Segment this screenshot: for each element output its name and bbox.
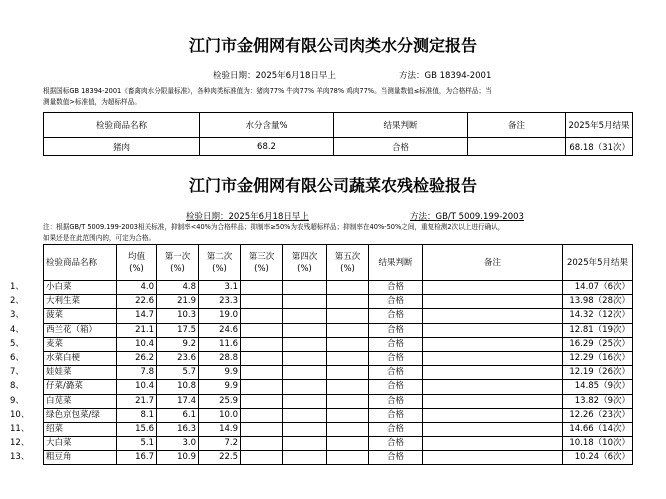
- result-judgement: 合格: [369, 380, 423, 394]
- fourth-test-value: [283, 323, 327, 337]
- average-value: 7.8: [117, 366, 157, 380]
- third-test-value: [241, 422, 283, 436]
- may-result: 14.32（12次）: [563, 309, 633, 323]
- average-value: 16.7: [117, 451, 157, 465]
- first-test-value: 6.1: [157, 408, 199, 422]
- remark: [423, 422, 563, 436]
- header-remark: 备注: [468, 113, 566, 138]
- result-judgement: 合格: [369, 351, 423, 365]
- row-index: 9、: [10, 395, 24, 406]
- vegetable-table-header: [44, 245, 633, 281]
- may-result: 14.85（9次）: [563, 380, 633, 394]
- fifth-test-value: [327, 380, 369, 394]
- average-value: 21.1: [117, 323, 157, 337]
- third-test-value: [241, 451, 283, 465]
- fifth-test-value: [327, 451, 369, 465]
- fourth-test-value: [283, 408, 327, 422]
- row-index: 2、: [10, 296, 24, 307]
- third-test-value: [241, 309, 283, 323]
- may-result: 13.82（9次）: [563, 394, 633, 408]
- may-result: 10.18（10次）: [563, 437, 633, 451]
- table-row: [44, 451, 633, 465]
- product-name: 西兰花（箱）: [44, 323, 117, 337]
- row-index: 8、: [10, 381, 24, 392]
- first-test-value: 9.2: [157, 337, 199, 351]
- header-result: 结果判断: [334, 113, 468, 138]
- second-test-value: 19.0: [199, 309, 241, 323]
- table-row: [44, 323, 633, 337]
- vegetable-results-table: [43, 244, 633, 465]
- product-name: 白苋菜: [44, 394, 117, 408]
- first-test-value: 10.9: [157, 451, 199, 465]
- average-value: 15.6: [117, 422, 157, 436]
- fourth-test-value: [283, 451, 327, 465]
- row-index: 13、: [10, 452, 30, 463]
- table-row: [44, 437, 633, 451]
- fourth-test-value: [283, 394, 327, 408]
- table-row: [44, 138, 633, 156]
- remark: [423, 380, 563, 394]
- first-test-value: 3.0: [157, 437, 199, 451]
- remark: [423, 366, 563, 380]
- may-result: 12.81（19次）: [563, 323, 633, 337]
- moisture-value: 68.2: [200, 138, 334, 156]
- average-value: 10.4: [117, 337, 157, 351]
- fourth-test-value: [283, 351, 327, 365]
- table-row: [44, 380, 633, 394]
- table-row: [44, 281, 633, 295]
- average-value: 4.0: [117, 281, 157, 295]
- row-index: 4、: [10, 324, 24, 335]
- third-test-value: [241, 337, 283, 351]
- second-test-value: 10.0: [199, 408, 241, 422]
- result-judgement: 合格: [369, 408, 423, 422]
- may-result: 14.07（6次）: [563, 281, 633, 295]
- result-judgement: 合格: [369, 309, 423, 323]
- product-name: 绿色京包菜/绿: [44, 408, 117, 422]
- first-test-value: 16.3: [157, 422, 199, 436]
- second-test-value: 3.1: [199, 281, 241, 295]
- header-remark: 备注: [423, 245, 563, 281]
- average-value: 26.2: [117, 351, 157, 365]
- second-test-value: 25.9: [199, 394, 241, 408]
- fourth-test-value: [283, 366, 327, 380]
- third-test-value: [241, 281, 283, 295]
- product-name: 菠菜: [44, 309, 117, 323]
- table-row: [44, 295, 633, 309]
- third-test-value: [241, 437, 283, 451]
- remark: [423, 295, 563, 309]
- remark: [423, 309, 563, 323]
- row-index-column: [10, 280, 40, 464]
- remark: [423, 451, 563, 465]
- first-test-value: 5.7: [157, 366, 199, 380]
- may-result: 10.24（6次）: [563, 451, 633, 465]
- second-test-value: 24.6: [199, 323, 241, 337]
- fifth-test-value: [327, 366, 369, 380]
- may-result: 12.29（16次）: [563, 351, 633, 365]
- third-test-value: [241, 295, 283, 309]
- meat-test-method: 方法：GB 18394-2001: [399, 71, 492, 81]
- first-test-value: 21.9: [157, 295, 199, 309]
- fourth-test-value: [283, 380, 327, 394]
- result-judgement: 合格: [369, 337, 423, 351]
- fifth-test-value: [327, 281, 369, 295]
- fifth-test-value: [327, 337, 369, 351]
- result-judgement: 合格: [369, 437, 423, 451]
- product-name: 仔菜/潞菜: [44, 380, 117, 394]
- header-product-name: 检验商品名称: [44, 245, 117, 281]
- first-test-value: 23.6: [157, 351, 199, 365]
- product-name: 娃娃菜: [44, 366, 117, 380]
- fifth-test-value: [327, 422, 369, 436]
- third-test-value: [241, 323, 283, 337]
- header-average: 均值 (%): [117, 245, 157, 281]
- remark: [423, 281, 563, 295]
- first-test-value: 4.8: [157, 281, 199, 295]
- product-name: 粗豆角: [44, 451, 117, 465]
- remark: [423, 408, 563, 422]
- vegetable-standard-note-line2: 如果还是在此范围内的，可定为合格。: [43, 234, 156, 242]
- fourth-test-value: [283, 309, 327, 323]
- first-test-value: 17.5: [157, 323, 199, 337]
- third-test-value: [241, 408, 283, 422]
- result-judgement: 合格: [334, 138, 468, 156]
- row-index: 3、: [10, 310, 24, 321]
- product-name: 麦菜: [44, 337, 117, 351]
- average-value: 5.1: [117, 437, 157, 451]
- fourth-test-value: [283, 337, 327, 351]
- header-fourth-test: 第四次 (%): [283, 245, 327, 281]
- fifth-test-value: [327, 323, 369, 337]
- header-first-test: 第一次 (%): [157, 245, 199, 281]
- vegetable-report-title: 江门市金佣网有限公司蔬菜农残检验报告: [188, 176, 477, 195]
- table-row: [44, 337, 633, 351]
- third-test-value: [241, 351, 283, 365]
- header-moisture: 水分含量%: [200, 113, 334, 138]
- result-judgement: 合格: [369, 451, 423, 465]
- header-fifth-test: 第五次 (%): [327, 245, 369, 281]
- remark: [423, 394, 563, 408]
- header-may-result: 2025年5月结果: [563, 245, 633, 281]
- result-judgement: 合格: [369, 281, 423, 295]
- third-test-value: [241, 366, 283, 380]
- product-name: 小白菜: [44, 281, 117, 295]
- result-judgement: 合格: [369, 295, 423, 309]
- second-test-value: 22.5: [199, 451, 241, 465]
- fifth-test-value: [327, 309, 369, 323]
- meat-inspection-date: 检验日期：2025年6月18日早上: [213, 71, 336, 81]
- average-value: 21.7: [117, 394, 157, 408]
- row-index: 6、: [10, 352, 24, 363]
- product-name: 猪肉: [44, 138, 200, 156]
- may-result: 14.66（14次）: [563, 422, 633, 436]
- remark: [423, 337, 563, 351]
- third-test-value: [241, 380, 283, 394]
- row-index: 1、: [10, 282, 24, 292]
- fourth-test-value: [283, 295, 327, 309]
- fourth-test-value: [283, 422, 327, 436]
- fourth-test-value: [283, 281, 327, 295]
- remark: [423, 323, 563, 337]
- fifth-test-value: [327, 351, 369, 365]
- first-test-value: 17.4: [157, 394, 199, 408]
- may-result: 13.98（28次）: [563, 295, 633, 309]
- result-judgement: 合格: [369, 323, 423, 337]
- table-row: [44, 309, 633, 323]
- first-test-value: 10.8: [157, 380, 199, 394]
- table-row: [44, 408, 633, 422]
- header-may-result: 2025年5月结果: [566, 113, 633, 138]
- result-judgement: 合格: [369, 422, 423, 436]
- average-value: 14.7: [117, 309, 157, 323]
- may-result: 12.19（26次）: [563, 366, 633, 380]
- meat-standard-note-line1: 根据国标GB 18394-2001《畜禽肉水分限量标准》，各种肉类标准值为：猪肉77% 牛肉77% 羊肉78% 鸡肉77%。当测量数值≤标准值，为合格样品；当: [43, 87, 492, 95]
- remark: [423, 437, 563, 451]
- second-test-value: 9.9: [199, 380, 241, 394]
- second-test-value: 11.6: [199, 337, 241, 351]
- remark: [423, 351, 563, 365]
- fifth-test-value: [327, 437, 369, 451]
- result-judgement: 合格: [369, 394, 423, 408]
- fifth-test-value: [327, 295, 369, 309]
- product-name: 大利生菜: [44, 295, 117, 309]
- row-index: 5、: [10, 338, 24, 349]
- product-name: 水菜白梗: [44, 351, 117, 365]
- third-test-value: [241, 394, 283, 408]
- remark: [468, 138, 566, 156]
- row-index: 7、: [10, 367, 24, 378]
- table-row: [44, 366, 633, 380]
- vegetable-inspection-date: 检验日期：2025年6月18日早上: [186, 212, 309, 222]
- fifth-test-value: [327, 394, 369, 408]
- second-test-value: 7.2: [199, 437, 241, 451]
- meat-report-title: 江门市金佣网有限公司肉类水分测定报告: [188, 36, 477, 55]
- fifth-test-value: [327, 408, 369, 422]
- row-index: 12、: [10, 438, 30, 449]
- header-result: 结果判断: [369, 245, 423, 281]
- average-value: 10.4: [117, 380, 157, 394]
- may-result: 12.26（23次）: [563, 408, 633, 422]
- table-row: [44, 351, 633, 365]
- second-test-value: 14.9: [199, 422, 241, 436]
- second-test-value: 28.8: [199, 351, 241, 365]
- table-row: [44, 422, 633, 436]
- product-name: 绍菜: [44, 422, 117, 436]
- result-judgement: 合格: [369, 366, 423, 380]
- meat-table-header: [44, 113, 633, 138]
- header-product-name: 检验商品名称: [44, 113, 200, 138]
- may-result: 16.29（25次）: [563, 337, 633, 351]
- vegetable-standard-note-line1: 注：根据GB/T 5009.199-2003相关标准，抑制率<40%为合格样品；抑制率≥50%为农残超标样品；抑制率在40%-50%之间，重复检测2次以上进行确认，: [43, 223, 505, 231]
- meat-results-table: [43, 112, 633, 156]
- product-name: 大白菜: [44, 437, 117, 451]
- row-index: 10、: [10, 409, 30, 420]
- table-row: [44, 394, 633, 408]
- meat-standard-note-line2: 测量数值>标准值，为超标样品。: [43, 98, 141, 106]
- second-test-value: 9.9: [199, 366, 241, 380]
- row-index: 11、: [10, 423, 30, 434]
- header-second-test: 第二次 (%): [199, 245, 241, 281]
- average-value: 8.1: [117, 408, 157, 422]
- average-value: 22.6: [117, 295, 157, 309]
- vegetable-test-method: 方法：GB/T 5009.199-2003: [410, 212, 524, 222]
- header-third-test: 第三次 (%): [241, 245, 283, 281]
- first-test-value: 10.3: [157, 309, 199, 323]
- second-test-value: 23.3: [199, 295, 241, 309]
- fourth-test-value: [283, 437, 327, 451]
- may-result: 68.18（31次）: [566, 138, 633, 156]
